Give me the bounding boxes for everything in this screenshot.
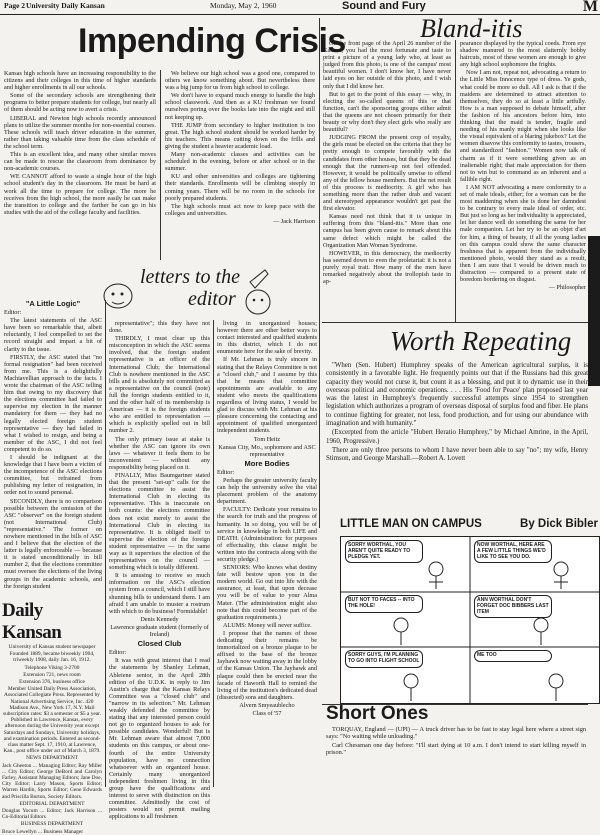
letter-paragraph: The latest statements of the ASC have been so remarkable that, albeit reluctantly, I feel compelled to set the record straight and impart a bit of clarity to the issue. (4, 317, 102, 353)
cartoon-byline: By Dick Bibler (520, 518, 598, 530)
worth-source: (Excerpted from the article "Hubert Heratio Humphrey," by Michael Amrine, in the April, 1960, Progressive.) (326, 429, 588, 445)
cartoon-speech-bubble: NOW WORTHAL, HERE ARE A FEW LITTLE THINGS WE'D LIKE TO SEE YOU DO. (474, 540, 552, 563)
short-ones-body (326, 726, 586, 786)
letter-author-detail: Lawrence graduate student (formerly of Ireland) (110, 623, 209, 639)
bland-itis-paragraph: Now I am not, repeat not, advocating a return to the Little Miss Innocence type of dress. Ye gods, what could be more so dull. All I ask is that if the maidens are determined to attract attention to themselves, they do so at least a little artfully. How is a man supposed to debate himself, after the fashion of his ancestors before him, into thinking that the maid is tender, fragile and needing of his manly might when she looks like the visual equivalent of a blaring jukebox? Let the women disavow this conformity to tastes, trousers, and standardized "fashion." Women now talk of charm as if it were something given as an inalienable right; that male appreciation for them not to win but to command as an inherent and a fallible right. (460, 69, 586, 183)
letter-paragraph: I should be indignant at the knowledge that I have been a victim of the incompetence of the ASC elections committee, but refrained from publishing my letter of resignation, in order not to sound personal. (4, 453, 102, 497)
letter-paragraph: FACULTY: Dedicate your remains to the search for truth and the progress of humanity. In so doing, you will be of service in knowledge in both LIFE and DEATH. (Administration: for purposes of effectuality, this clause might be written into the contracts along with the security pledge.) (217, 506, 317, 563)
letter-paragraph: FINALLY, Miss Baumgartner stated that the present "set-up" calls for the elections committee to assist the International Club in electing its representative. This is inaccurate on both counts: the elections committee does not exist merely to assist the International Club in electing its representative. It is obliged itself to supervise the election of the foreign student representative — in the same way as it supervises the election of the representatives on the council — something which is totally different. (109, 471, 210, 572)
cartoon-strip (340, 536, 600, 704)
short-item: Carl Chessman one day before: "I'll start dying at 10 a.m. I don't intend to start killing myself in prison." (326, 741, 586, 757)
editorial-signature: — Jack Harrison (273, 217, 315, 225)
letter-paragraph: The only primary issue at stake is whether the ASC can ignore its own laws — whatever it feels them to be inconvenient — without any responsibility being placed on it. (109, 435, 210, 471)
editorial-paragraph: WE CANNOT afford to waste a single hour of the high school student's day in the classroom. He must be hard at work all the time to prepare for college. The more he receives from the high school, the more easily he can make the transition to college and the farther he can go in his studies with the aid of the college faculty and facilities. (4, 173, 156, 216)
editorial-paragraph: KU and other universities and colleges are tightening their standards. Enrollments will be climbing steeply in coming years. There will be no room in the schools for poorly prepared students. (165, 173, 315, 202)
masthead-department-staff: Douglas Yocum ... Editor; Jack Harrison ... Co-Editorial Editors (2, 808, 102, 821)
letter-paragraph: It is amusing to receive so much information on the ASC's election system from a council, which I still have shunning bills to understand them. I am afraid I am unable to muster a rostrum with which to do business! Formidable! (109, 572, 210, 615)
editorial-headline: Impending Crisis (78, 22, 346, 60)
editorial-paragraph: LIBERAL and Newton high schools recently announced plans to utilize the summer months for non-essential courses. These schools will teach driver education in the summer, rather than taking valuable time from the class schedule of the school term. (4, 114, 156, 150)
masthead-line: Extension 376, business office (19, 679, 85, 686)
letters-column-3 (217, 320, 317, 786)
bland-itis-paragraph: HOWEVER, in this democracy, the mediocrity has seemed down to even the proletariat: it is not a purely royal trait. How many of the men have remarked negatively about the trollopish taste in ap- (323, 249, 451, 286)
masthead-department-staff: Bruce Lewellyn ... Business Manager (2, 828, 83, 835)
cartoon-speech-bubble: SORRY WORTHAL, YOU AREN'T QUITE READY TO PLEDGE YET. (345, 540, 423, 563)
editorial-paragraph: We believe our high school was a good one, compared to others we know something about. But nevertheless there was a big jump for us from high school to college. (165, 70, 315, 92)
masthead (2, 600, 102, 835)
masthead-line: University of Kansas student newspaper (8, 644, 96, 650)
masthead-line: Member United Daily Press Association, Associated Collegiate Press. Represented by National Advertising Service, Inc. 420 Madison Ave., New York 17, N.Y. Mail subscription rates: $3 a semester or $5 a year. Published in Lawrence, Kansas, every afternoon during the University year except Saturdays and Sundays, University holidays, and examination periods. Entered as second-class matter Sept. 17, 1910, at Lawrence, Kan., post office under act of March 3, 1879. (2, 686, 102, 755)
adjacent-page-bar (588, 236, 600, 386)
page-number: Page 2 (4, 1, 26, 10)
letter-title: Closed Club (137, 639, 182, 649)
letters-heading-left: letters to the (140, 266, 240, 288)
page-header (0, 0, 600, 15)
letter-paragraph: Editor: (217, 468, 235, 476)
letter-paragraph: SENIORS: Who knows what destiny fate will bestow upon you in the modern world. Go out into life with the assurance, at least, that upon decease you will be of value to your Alma Mater. (The administration might also note that this could become part of the graduation requirements.) (217, 564, 317, 621)
worth-quote: "When (Sen. Hubert) Humphrey speaks of the American agricultural surplus, it is consistently in a favorable light. He frequently points out that if the Russians had this great capacity they would not curse it, but count it as a blessing, and put it to dynamic use in their overseas political and economic operations. . . . His 'Food for Peace' plan proposed last year was the latest in Humphrey's frequently successful attempts since 1954 to strengthen legislation which authorizes a program of overseas disposal of surplus food and fiber. He plans to continue fighting for greater, not less, food production, and for using our abundance with imagination and with humanity." (326, 362, 588, 428)
letter-paragraph: living in unorganized houses; however there are other better ways to contact interested and qualified students in this district, which I do not enumerate here for the sake of brevity. (217, 320, 317, 356)
masthead-department-title: EDITORIAL DEPARTMENT (19, 800, 85, 807)
letter-paragraph: It was with great interest that I read the statements by Shanley Lehman, Ableiene senior, in the April 28th edition of the U.D.K. in reply to Jim Austin's charge that the Kansas Relays Committee was a "closed club" and "narrow in its selection." Mr. Lehman weakly defended the committee by stating that any interested person could not go to organized houses to ask for possible candidates. Wonderful! But is Mr. Lehman aware that almost 7,000 students on this campus, or about one-fourth of the entire University population, have no connection whatsoever with an organized house. Certainly many unorganized independent freshmen living in this group have the qualifications and interest to serve with distinction on this committee. Admittedly the cost of posters would not permit mailing applications to all freshmen (109, 657, 210, 821)
letter-title: "A Little Logic" (25, 299, 81, 308)
masthead-line: Extension 721, news room (23, 671, 81, 678)
bland-itis-paragraph: pearance displayed by the typical coeds. From eye shadow manured to the most slatternly bobby haircuts, most of these women are enough to give any high school sophomore the frights. (460, 40, 586, 69)
cartoon-speech-bubble: ANN WORTHAL DON'T FORGET DOC BIBBERS LAST ITEM (474, 595, 552, 618)
editorial-paragraph: This is an excellent idea, and many other similar moves can be made to rescue the classroom from dominance by non-academic courses. (4, 151, 156, 173)
column-rule (213, 320, 214, 787)
letter-paragraph: If Mr. Lehman is truly sincere in stating that the Relays Committee is not a "closed club," and I assume by this that he means that committee appointments are available to any student who meets the qualifications regardless of living status, I would be glad to discuss with Mr. Lehman at his pleasure concerning the contacting and appointment of qualified unorganized independent students. (217, 356, 317, 435)
letter-paragraph: SECONDLY, there is no comparison possible between the omission of the ASC "observer" on the foreign student (not International Club) "representative." The former on nowhere mentioned in the bills of ASC and I believe that the election of the latter is legally enforceable — because it is stated unconditionally in bill number 2, that the elections committee must oversee the elections of the living groups in the academic schools, and the foreign student (4, 497, 102, 590)
worth-repeating-body (326, 362, 588, 512)
editorial-paragraph: The high schools must act now to keep pace with the colleges and universities. (165, 202, 315, 217)
letters-column-1 (4, 298, 102, 596)
letter-paragraph: ALUMS: Money will never suffice. (223, 621, 312, 629)
bland-itis-paragraph: On the front page of the April 26 number of the Kansan, you had the most fortunate and taste to print a picture of a young lady who, at least as judged from this photo, is one of the campus' most beautiful women. I don't know her, I have never laid eyes on her outside of this photo, and I wish only that I did know her. (323, 40, 451, 90)
letter-author-detail: Class of '57 (252, 709, 282, 717)
letters-column-2 (109, 320, 210, 821)
section-rule (322, 322, 588, 323)
column-rule (455, 40, 456, 322)
letter-author: Denis Kennedy (140, 615, 179, 623)
letter-paragraph: Perhaps the greater university faculty can help the university solve the vital placement problem of the anatomy department. (217, 476, 317, 506)
letter-paragraph: THIRDLY, I must clear up this misconception in which the ASC seems involved, that the foreign student representative is an officer of the International Club; the International Club is nowhere mentioned in the ASC bills and is absolutely not committed as a representative on the council (note) full the foreign students entitled to it, and the other half of its membership is American — it is the foreign students who are entitled to representation — which is explicitly spelled out in bill number 2. (109, 335, 210, 435)
cartoon-title-bar (340, 518, 598, 530)
short-ones-headline: Short Ones (326, 703, 429, 724)
bland-itis-column-1 (323, 40, 451, 322)
letter-title: More Bodies (244, 458, 290, 468)
cartoon-speech-bubble: SORRY GUYS, I'M PLANNING TO GO INTO FLIGHT SCHOOL (345, 650, 423, 668)
bland-itis-paragraph: But to get to the point of this essay — why, in electing the so-called queens of this or that function, can't the sponsoring groups either admit that the queens are not chosen primarily for their beauty or why don't they elect girls who really are beautiful? (323, 90, 451, 134)
bland-itis-paragraph: JUDGING FROM the present crop of royalty, the girls must be elected on the criteria that they be pretty enough to compete favorably with the candidates from other houses, but that they be dead enough that the runners-up not feel offended. However, it would be politically unwise to offend any of the fellow house members. But the net result of this process is mediocrity. A girl who has something more than the rather drab and vacant and stereotyped appearance wouldn't get past the first elevator. (323, 134, 451, 213)
issue-date: Monday, May 2, 1960 (210, 1, 277, 10)
editorial-paragraph: Many non-academic classes and activities can be scheduled in the evening, before or after school or in the summer. (165, 151, 315, 173)
masthead-department-title: NEWS DEPARTMENT (25, 755, 79, 762)
worth-repeating-headline: Worth Repeating (390, 326, 572, 356)
masthead-details (2, 644, 102, 835)
bland-itis-signature: — Philosopher (548, 284, 586, 292)
masthead-department-staff: Jack Gheeton ... Managing Editor; Ray Miller ... City Editor; George DeBord and Carolyn Farley, Assistant Managing Editors; Jane Doe, City Editor; Larry Mason, Sports Editor; Warren Hardin, Sports Editor; Gene Edwards and Priscilla Burton, Society Editors. (2, 762, 102, 800)
letter-paragraph: Editor: (4, 309, 22, 317)
editorial-paragraph: Kansas high schools have an increasing responsibility to the citizens and their colleges in this time of higher standards and higher enrollments in all our schools. (4, 70, 156, 92)
masthead-title: Daily Kansan (2, 600, 62, 643)
column-rule (160, 70, 161, 260)
bland-itis-paragraph: I AM NOT advocating a mere conformity to a set of male ideals, either; for a woman can be the most maddening when she is done her damndest to be contrary to every male ideal of order, etc. But just so long as her individuality is appreciated, let her dance well do something the same for her male companion. Let her try to be an objet d'art for him, a thing of beauty, if all the young ladies on this campus could show the same character freshness that is apparent from the individually mentioned photo, would they stand as a result, then I am sure that I would be driven much to distraction — compared to a present state of boredom bordering on disgust. (460, 183, 586, 284)
cartoon-speech-bubble: ME TOO (474, 650, 552, 662)
letter-author-detail: Kansas City, Mo., sophomore and ASC representative (218, 443, 316, 458)
section-divider (319, 18, 320, 528)
adjacent-page-fragment: M (582, 0, 598, 15)
masthead-department-title: BUSINESS DEPARTMENT (20, 821, 84, 828)
letter-paragraph: Editor: (109, 649, 127, 657)
letters-to-editor-heading (100, 262, 280, 322)
cartoon-title: LITTLE MAN ON CAMPUS (340, 518, 482, 530)
letters-heading-right: editor (188, 288, 236, 310)
column-rule (105, 300, 106, 787)
editorial-paragraph: We don't have to expand much energy to handle the high school classwork. And then as a KU freshman we found ourselves poring over the books late into the night and still not keeping up. (165, 92, 315, 121)
editorial-paragraph: THE JUMP from secondary to higher institution is too great. The high school student should be worked harder by his teachers. This means cutting down on the frills and giving the student a heavier academic load. (165, 121, 315, 150)
masthead-line: Founded 1889, became biweekly 1904, triweekly 1908, daily Jan. 16, 1912. (9, 651, 95, 664)
editorial-column-2 (165, 70, 315, 260)
editorial-column-1 (4, 70, 156, 260)
short-item: TORQUAY, England — (UPI) — A truck driver has to be fast to stay legal here where a street sign says: "No waiting while unloading." (326, 726, 586, 741)
bland-itis-paragraph: Kansas need not think that it is unique in suffering from this "bland-itis." More than one campus has been given cause to remark about this same defect which might be called the Organization Man Woman Syndrome. (323, 213, 451, 249)
bland-itis-headline: Bland-itis (420, 14, 523, 43)
worth-second-quote: There are only three persons to whom I have never been able to say "no"; my wife, Henry Stimson, and George Marshall.—Robert A. Lovett (326, 446, 588, 463)
letter-author: Tom Heitz (253, 435, 281, 443)
cartoon-speech-bubble: BUT NOT TO FACES -- INTO THE HOLE! (345, 595, 423, 613)
letter-paragraph: representative"; this they have not done. (109, 320, 210, 335)
bland-itis-column-2 (460, 40, 586, 322)
letter-paragraph: FIRSTLY, the ASC stated that "no formal resignation" had been received from me. This is a delightfully Machiavellian approach to the facts. I wrote the chairman of the ASC telling him that owing to my discovery that the elections committee had failed to supervise my election in the manner mandatory for them — they had no legally elected foreign student representative — they had failed in what I wished to resign, and being a member of the ASC, I did not feel competent to do so. (4, 353, 102, 453)
section-name: Sound and Fury (342, 0, 426, 12)
newspaper-name: University Daily Kansan (26, 1, 105, 10)
letter-author: Alvern Smyeaublecho (239, 701, 295, 709)
letter-paragraph: I propose that the names of those dedicating their remains be immortalized on a bronze plaque to be affixed to the base of the bronze Jayhawk now waiting away in the lobby of the Kansas Union. The Jayhawk and plaque could then be erected near the facade of Haworth Hall to remind the living of the institution's dedicated dead (dissected) sons and daughters. (217, 629, 317, 701)
masthead-line: Telephone Viking 3-2700 (24, 664, 80, 671)
editorial-paragraph: Some of the secondary schools are strengthening their programs to better prepare students for college, but nearly all of them should be acting now to avert a crisis. (4, 92, 156, 114)
